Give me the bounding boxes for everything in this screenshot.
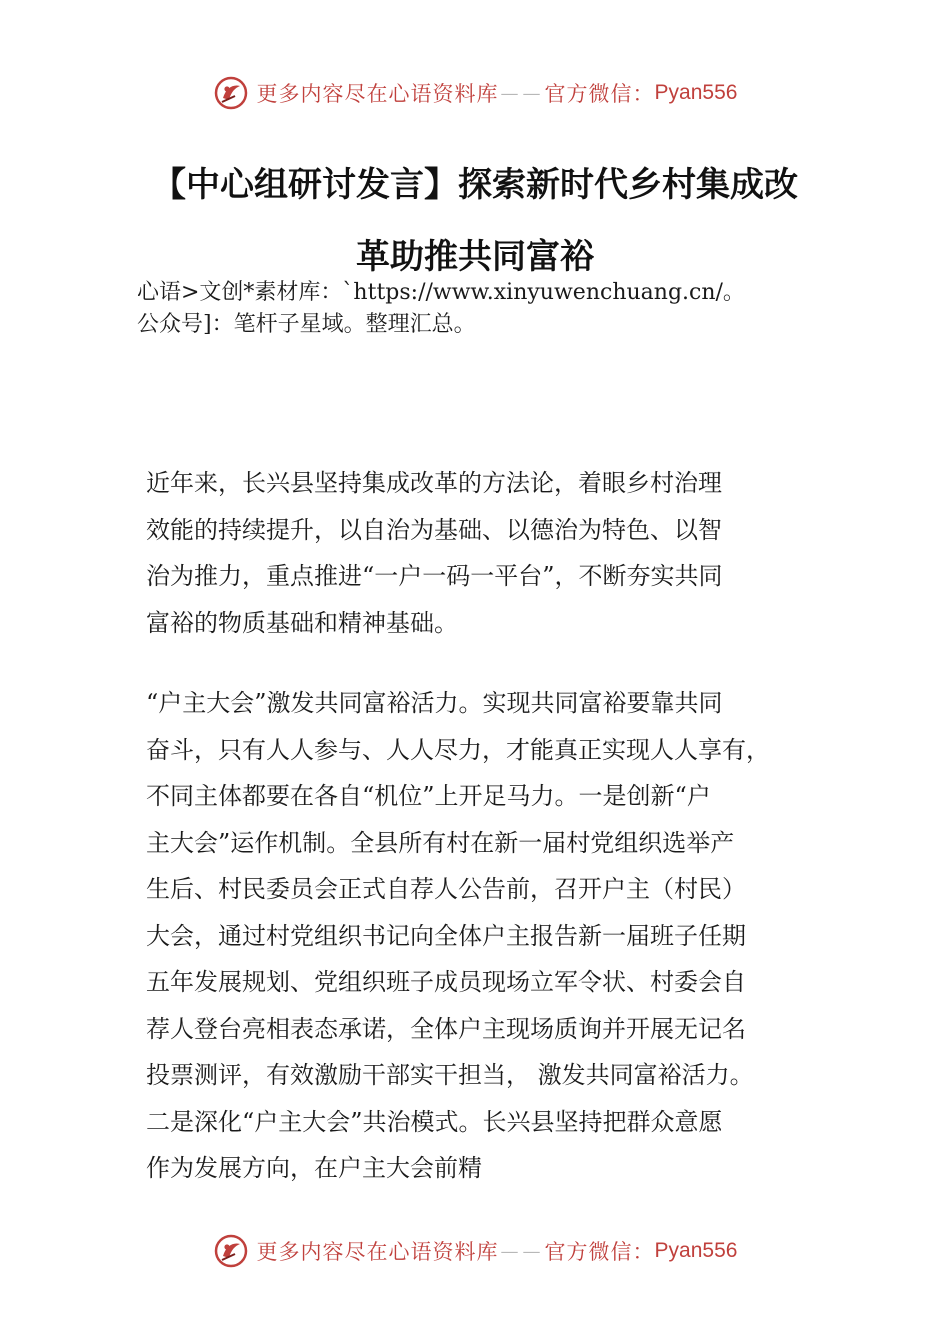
source-line-1: 心语>文创*素材库：`https://www.xinyuwenchuang.cn/。 [137, 280, 745, 305]
paragraph-line: 近年来，长兴县坚持集成改革的方法论，着眼乡村治理 [146, 469, 722, 497]
paragraph-line: 主大会”运作机制。全县所有村在新一届村党组织选举产 [146, 828, 735, 857]
paragraph-1 [146, 460, 723, 646]
paragraph-line: 生后、村民委员会正式自荐人公告前，召开户主（村民） [146, 875, 746, 903]
banner-text: 更多内容尽在心语资料库 [256, 1240, 499, 1264]
banner-separator: —— [500, 1240, 545, 1262]
paragraph-line: 富裕的物质基础和精神基础。 [146, 608, 458, 637]
paragraph-2 [146, 680, 770, 1192]
banner-account-label: 官方微信： [544, 1240, 655, 1264]
paragraph-line: 大会，通过村党组织书记向全体户主报告新一届班子任期 [146, 921, 746, 950]
source-line-2: 公众号]：笔杆子星域。整理汇总。 [137, 312, 476, 337]
paragraph-line: 治为推力，重点推进“一户一码一平台”，不断夯实共同 [146, 562, 723, 590]
paragraph-line: 投票测评，有效激励干部实干担当， 激发共同富裕活力。 [146, 1061, 754, 1089]
paragraph-line: 奋斗，只有人人参与、人人尽力，才能真正实现人人享有， [146, 735, 770, 764]
banner-account-label: 官方微信： [544, 82, 655, 106]
banner-separator: —— [500, 82, 545, 104]
brand-logo-icon [213, 1233, 249, 1269]
paragraph-line: 荐人登台亮相表态承诺，全体户主现场质询并开展无记名 [146, 1014, 746, 1043]
paragraph-line: 作为发展方向，在户主大会前精 [146, 1154, 482, 1182]
banner-account-id: Pyan556 [654, 81, 738, 104]
header-banner [0, 68, 950, 118]
banner-text: 更多内容尽在心语资料库 [256, 82, 499, 106]
paragraph-line: 效能的持续提升，以自治为基础、以德治为特色、以智 [146, 515, 722, 544]
document-title-line-1: 【中心组研讨发言】探索新时代乡村集成改 [152, 165, 798, 205]
paragraph-line: 二是深化“户主大会”共治模式。长兴县坚持把群众意愿 [146, 1107, 723, 1136]
footer-banner [0, 1226, 950, 1276]
brand-logo-icon [213, 75, 249, 111]
paragraph-line: 五年发展规划、党组织班子成员现场立军令状、村委会自 [146, 968, 746, 996]
banner-account-id: Pyan556 [654, 1239, 738, 1262]
paragraph-line: 不同主体都要在各自“机位”上开足马力。一是创新“户 [146, 782, 711, 810]
paragraph-line: “户主大会”激发共同富裕活力。实现共同富裕要靠共同 [146, 689, 723, 717]
document-title-line-2: 革助推共同富裕 [356, 237, 594, 277]
